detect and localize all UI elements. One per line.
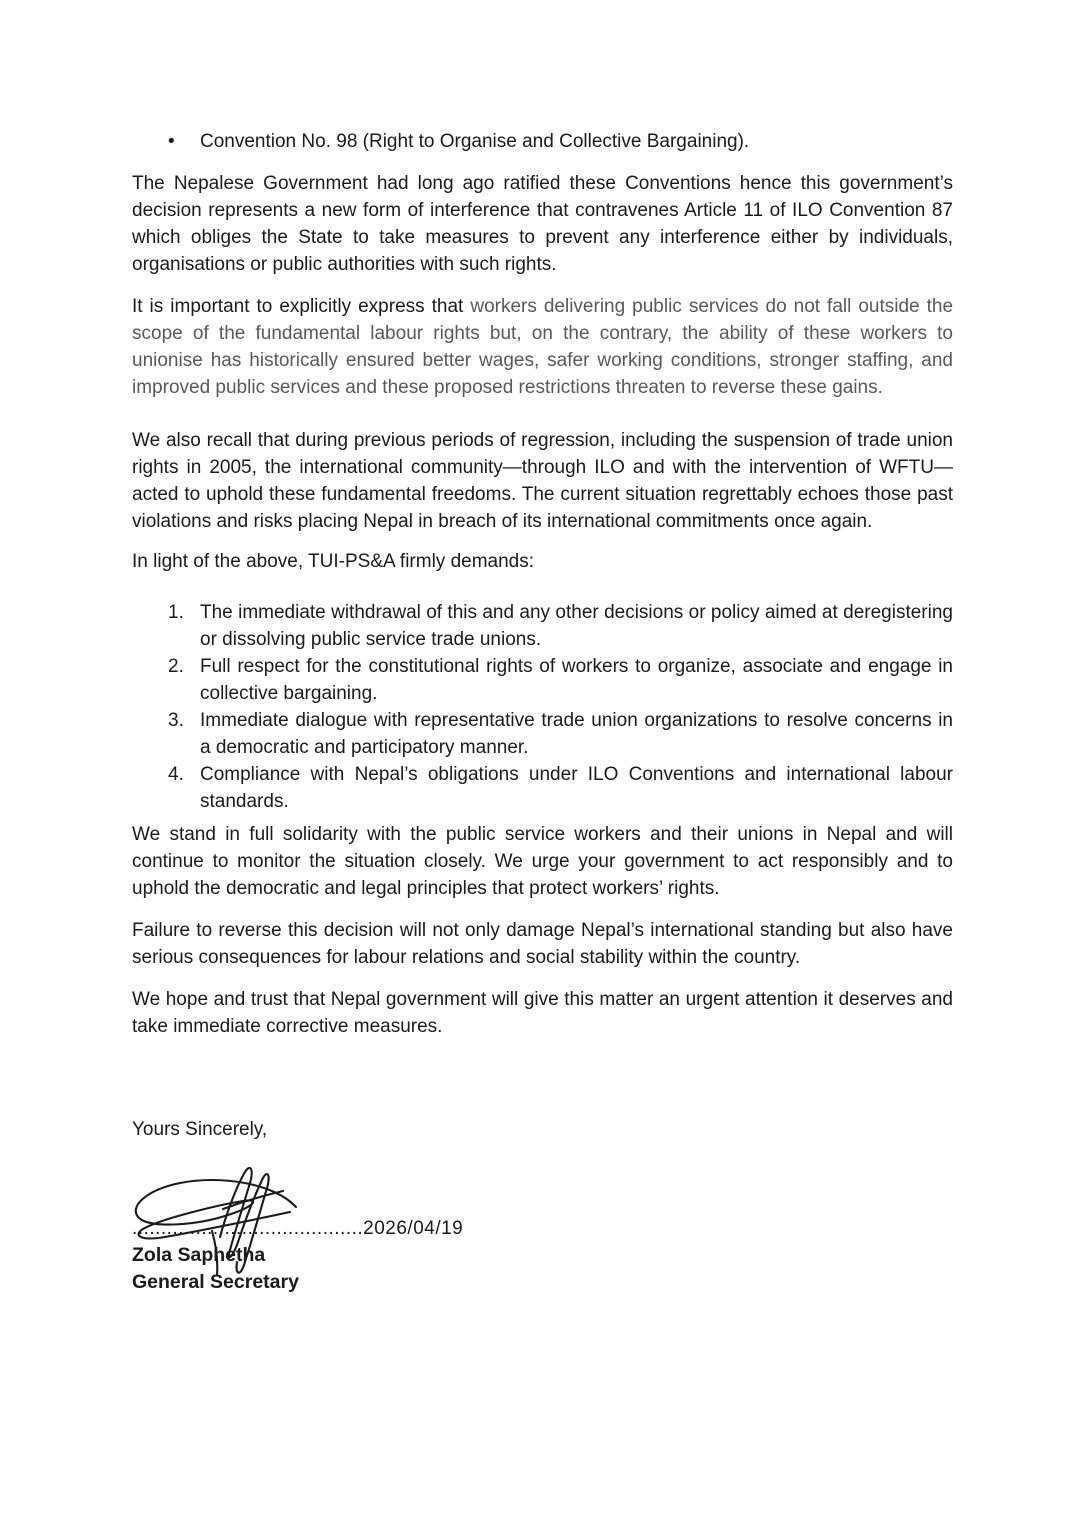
paragraph-recall-regression: We also recall that during previous periods of regression, including the suspension of trade union rights in 2005, the international community—through ILO and with the intervention of WFTU—acted to uphold these fundamental freedoms. The current situation regrettably echoes those past violations and risks placing Nepal in breach of its international commitments once again. <box>132 430 953 532</box>
paragraph-demands-intro: In light of the above, TUI-PS&A firmly demands: <box>132 551 535 572</box>
paragraph-hope-trust: We hope and trust that Nepal government will give this matter an urgent attention it deserves and take immediate corrective measures. <box>132 989 953 1037</box>
list-item <box>132 707 953 761</box>
bullet-list-item <box>132 128 953 155</box>
bullet-item-text: Convention No. 98 (Right to Organise and Collective Bargaining). <box>200 131 750 152</box>
list-item <box>132 599 953 653</box>
paragraph-important-express <box>132 293 953 401</box>
list-item <box>132 653 953 707</box>
paragraph-failure-warning: Failure to reverse this decision will not only damage Nepal’s international standing but also have serious consequences for labour relations and social stability within the country. <box>132 920 953 968</box>
closing-salutation: Yours Sincerely, <box>132 1119 268 1140</box>
bullet-marker-icon: • <box>168 131 175 152</box>
paragraph-solidarity: We stand in full solidarity with the public service workers and their unions in Nepal and will continue to monitor the situation closely. We urge your government to act responsibly and to uphold the democratic and legal principles that protect workers’ rights. <box>132 824 953 899</box>
signature-block <box>132 1143 953 1296</box>
paragraph-important-lead: It is important to explicitly express that <box>132 296 471 317</box>
list-item-text: Full respect for the constitutional rights of workers to organize, associate and engage in collective bargaining. <box>200 656 953 704</box>
signature-dots: ........................................ <box>132 1218 364 1239</box>
list-item-text: Immediate dialogue with representative trade union organizations to resolve concerns in a democratic and participatory manner. <box>200 710 953 758</box>
signature-date: 2026/04/19 <box>363 1218 464 1239</box>
signatory-name: Zola Saphetha <box>132 1244 266 1266</box>
demands-list <box>132 599 953 815</box>
list-item-text: The immediate withdrawal of this and any other decisions or policy aimed at deregistering or dissolving public service trade unions. <box>200 602 953 650</box>
list-item-number: 1. <box>168 602 184 623</box>
signature-line <box>132 1215 953 1242</box>
list-item-text: Compliance with Nepal’s obligations under ILO Conventions and international labour standards. <box>200 764 953 812</box>
paragraph-important-rest: workers delivering public services do not fall outside the scope of the fundamental labour rights but, on the contrary, the ability of these workers to unionise has historically ensured better wages, safer working conditions, stronger staffing, and improved public services and these proposed restrictions threaten to reverse these gains. <box>132 296 954 398</box>
list-item-number: 2. <box>168 656 184 677</box>
list-item-number: 4. <box>168 764 184 785</box>
paragraph-ratified-conventions: The Nepalese Government had long ago ratified these Conventions hence this government’s decision represents a new form of interference that contravenes Article 11 of ILO Convention 87 which obliges the State to take measures to prevent any interference either by individuals, organisations or public authorities with such rights. <box>132 173 953 275</box>
signatory-title: General Secretary <box>132 1271 299 1293</box>
list-item <box>132 761 953 815</box>
list-item-number: 3. <box>168 710 184 731</box>
